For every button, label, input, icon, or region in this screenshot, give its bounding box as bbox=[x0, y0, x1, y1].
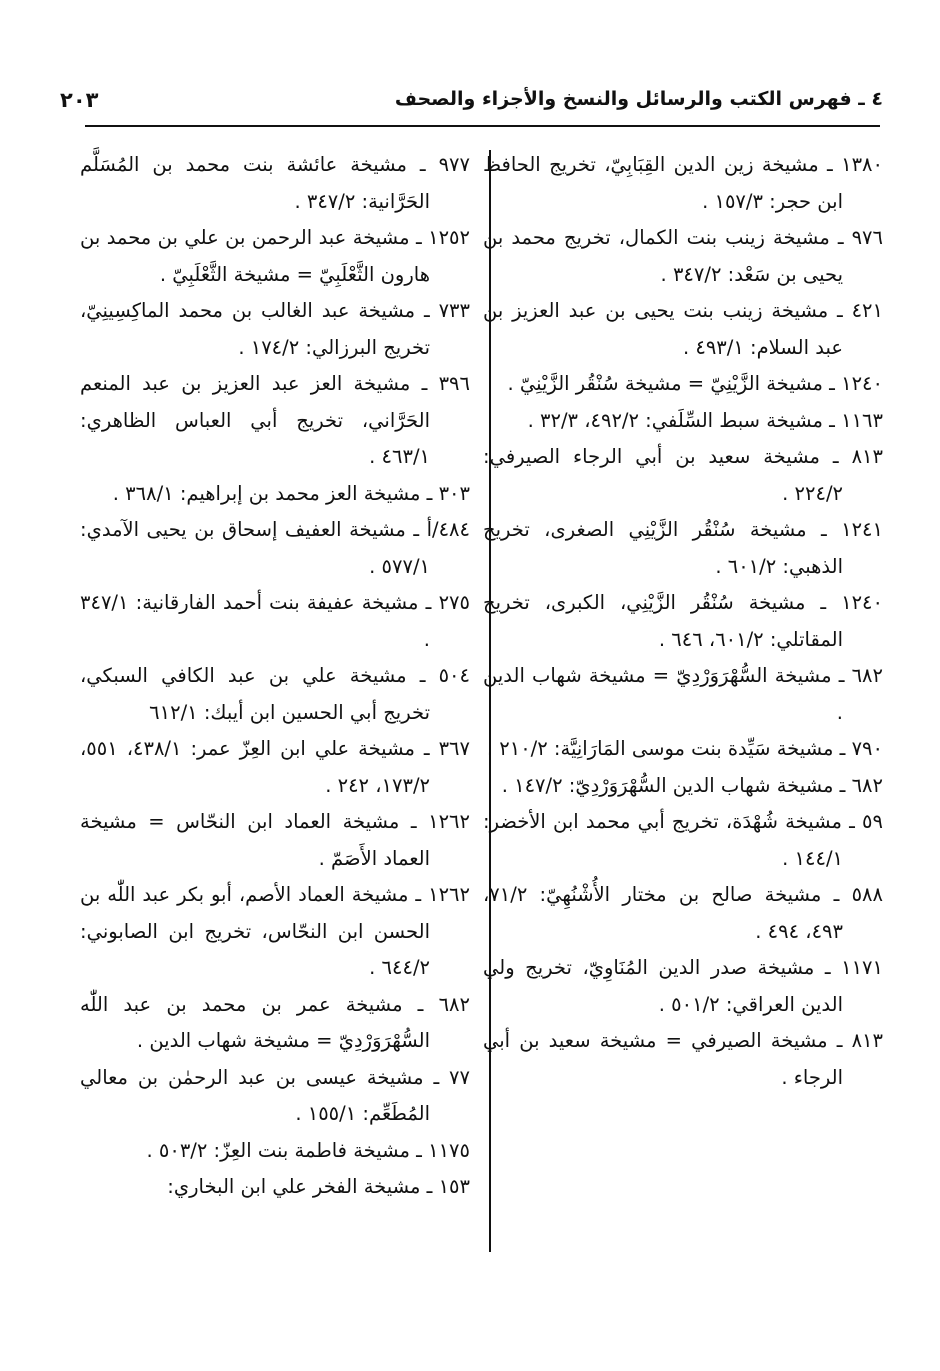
index-entry: ٤٨٤/أ ـ مشيخة العفيف إسحاق بن يحيى الآمدي: ٥٧٧/١ . bbox=[80, 518, 470, 578]
index-entry: ٣٠٣ ـ مشيخة العز محمد بن إبراهيم: ٣٦٨/١ . bbox=[112, 481, 470, 505]
index-entry: ٨١٣ ـ مشيخة الصيرفي = مشيخة سعيد بن أبي الرجاء . bbox=[483, 1029, 883, 1089]
index-entry: ٥٩ ـ مشيخة شُهْدَة، تخريج أبي محمد ابن الأخضر: ١٤٤/١ . bbox=[483, 810, 883, 870]
index-entry: ١٢٤٠ ـ مشيخة سُنْقُر الزَّيْنِي، الكبرى، تخريج المقاتلي: ٦٠١/٢، ٦٤٦ . bbox=[483, 591, 883, 651]
left-column bbox=[80, 147, 470, 1206]
index-entry: ٨١٣ ـ مشيخة سعيد بن أبي الرجاء الصيرفي: ٢٢٤/٢ . bbox=[483, 445, 883, 505]
index-entry: ٦٨٢ ـ مشيخة السُّهْرَوَرْدِيّ = مشيخة شهاب الدين . bbox=[483, 664, 883, 724]
index-entry: ١١٧١ ـ مشيخة صدر الدين المُنَاوِيّ، تخريج ولي الدين العراقي: ٥٠١/٢ . bbox=[483, 956, 883, 1016]
index-entry: ١١٦٣ ـ مشيخة سبط السِّلَفي: ٤٩٢/٢، ٣٢/٣ . bbox=[527, 408, 883, 432]
index-entry: ١٢٤١ ـ مشيخة سُنْقُر الزَّيْنِي الصغرى، تخريج الذهبي: ٦٠١/٢ . bbox=[483, 518, 883, 578]
index-entry: ٧٣٣ ـ مشيخة عبد الغالب بن محمد الماكِسِينِيّ، تخريج البرزالي: ١٧٤/٢ . bbox=[80, 299, 470, 359]
index-entry: ٩٧٦ ـ مشيخة زينب بنت الكمال، تخريج محمد بن يحيى بن سَعْد: ٣٤٧/٢ . bbox=[483, 226, 883, 286]
index-entry: ٦٨٢ ـ مشيخة عمر بن محمد بن عبد اللّٰه السُّهْرَوَرْدِيّ = مشيخة شهاب الدين . bbox=[80, 992, 470, 1052]
index-entry: ١١٧٥ ـ مشيخة فاطمة بنت العِزّ: ٥٠٣/٢ . bbox=[146, 1138, 470, 1162]
index-entry: ٦٨٢ ـ مشيخة شهاب الدين السُّهْرَوَرْدِيّ: ١٤٧/٢ . bbox=[501, 773, 883, 797]
index-entry: ٥٠٤ ـ مشيخة علي بن عبد الكافي السبكي، تخريج أبي الحسين ابن أيبك: ٦١٢/١ bbox=[80, 664, 470, 724]
index-entry: ٧٧ ـ مشيخة عيسى بن عبد الرحمٰن بن معالي المُطَعِّم: ١٥٥/١ . bbox=[80, 1065, 470, 1125]
index-entry: ٤٢١ ـ مشيخة زينب بنت يحيى بن عبد العزيز بن عبد السلام: ٤٩٣/١ . bbox=[483, 299, 883, 359]
index-entry: ١٥٣ ـ مشيخة الفخر علي ابن البخاري: bbox=[167, 1175, 470, 1198]
index-entry: ٣٩٦ ـ مشيخة العز عبد العزيز بن عبد المنعم الحَرَّاني، تخريج أبي العباس الظاهري: ٤٦٣/١ . bbox=[80, 372, 470, 468]
index-entry: ٥٨٨ ـ مشيخة صالح بن مختار الأُشْنُهِيّ: ٧١/٢، ٤٩٣، ٤٩٤ . bbox=[483, 883, 883, 943]
index-entry: ٣٦٧ ـ مشيخة علي ابن العِزّ عمر: ٤٣٨/١، ٥٥١، ١٧٣/٢، ٢٤٢ . bbox=[80, 737, 470, 797]
running-title: ٤ ـ فهرس الكتب والرسائل والنسخ والأجزاء والصحف bbox=[394, 88, 883, 110]
right-column bbox=[483, 147, 883, 1096]
header-rule bbox=[85, 125, 880, 127]
index-entry: ١٢٥٢ ـ مشيخة عبد الرحمن بن علي بن محمد بن هارون الثَّعْلَبِيّ = مشيخة الثَّعْلَبِيّ . bbox=[80, 226, 470, 286]
index-entry: ١٢٤٠ ـ مشيخة الزَّيْنِيّ = مشيخة سُنْقُر الزَّيْنِيّ . bbox=[507, 372, 883, 395]
index-entry: ٩٧٧ ـ مشيخة عائشة بنت محمد بن المُسَلَّم الحَرَّانية: ٣٤٧/٢ . bbox=[80, 153, 470, 213]
index-entry: ٢٧٥ ـ مشيخة عفيفة بنت أحمد الفارقانية: ٣٤٧/١ . bbox=[80, 591, 470, 651]
page-number: ٢٠٣ bbox=[60, 88, 99, 112]
index-entry: ١٣٨٠ ـ مشيخة زين الدين القِبَابِيّ، تخريج الحافظ ابن حجر: ١٥٧/٣ . bbox=[483, 153, 883, 213]
index-entry: ٧٩٠ ـ مشيخة سَيِّدة بنت موسى المَارَانِيَّة: ٢١٠/٢ . bbox=[486, 737, 883, 760]
index-entry: ١٢٦٢ ـ مشيخة العماد الأصم، أبو بكر عبد اللّٰه بن الحسن ابن النحّاس، تخريج ابن الصابوني: ٦٤٤/٢ . bbox=[80, 883, 470, 979]
index-entry: ١٢٦٢ ـ مشيخة العماد ابن النحّاس = مشيخة العماد الأَصَمّ . bbox=[80, 810, 470, 870]
